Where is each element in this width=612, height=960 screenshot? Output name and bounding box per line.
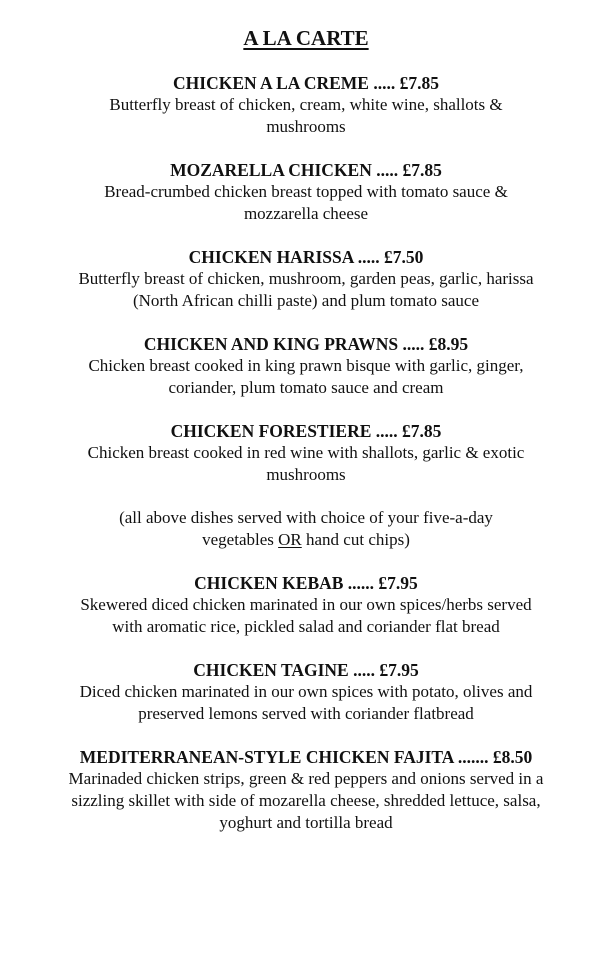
menu-item-description: Chicken breast cooked in king prawn bisque with garlic, ginger, coriander, plum tomato sauce and cream (88, 356, 524, 397)
note-text-before: (all above dishes served with choice of your five-a-day vegetables (119, 508, 493, 549)
menu-item-description: Butterfly breast of chicken, mushroom, garden peas, garlic, harissa (North African chilli paste) and plum tomato sauce (78, 269, 534, 310)
side-dish-note (0, 507, 612, 551)
menu-item (0, 659, 612, 725)
menu-item (0, 333, 612, 399)
menu-title: A LA CARTE (243, 26, 369, 50)
menu-item (0, 420, 612, 486)
menu-item-description: Marinaded chicken strips, green & red peppers and onions served in a sizzling skillet with side of mozarella cheese, shredded lettuce, salsa, yoghurt and tortilla bread (68, 769, 544, 832)
menu-item (0, 746, 612, 834)
menu-item (0, 159, 612, 225)
menu-item (0, 572, 612, 638)
menu-item (0, 246, 612, 312)
note-or-emphasis: OR (278, 530, 302, 549)
menu-item-name: MEDITERRANEAN-STYLE CHICKEN FAJITA ....... £8.50 (79, 747, 533, 767)
menu-item-description: Chicken breast cooked in red wine with shallots, garlic & exotic mushrooms (87, 443, 525, 484)
menu-item-name: CHICKEN HARISSA ..... £7.50 (188, 247, 424, 267)
menu-item-name: CHICKEN KEBAB ...... £7.95 (194, 573, 418, 593)
menu-item-description: Bread-crumbed chicken breast topped with tomato sauce & mozzarella cheese (104, 182, 508, 223)
menu-item (0, 72, 612, 138)
menu-item-name: MOZARELLA CHICKEN ..... £7.85 (170, 160, 442, 180)
menu-item-name: CHICKEN A LA CREME ..... £7.85 (173, 73, 439, 93)
menu-item-name: CHICKEN TAGINE ..... £7.95 (193, 660, 419, 680)
menu-item-description: Skewered diced chicken marinated in our own spices/herbs served with aromatic rice, pickled salad and coriander flat bread (80, 595, 532, 636)
menu-item-description: Butterfly breast of chicken, cream, white wine, shallots & mushrooms (109, 95, 503, 136)
menu-item-name: CHICKEN AND KING PRAWNS ..... £8.95 (143, 334, 469, 354)
note-text-after: hand cut chips) (301, 530, 410, 549)
menu-item-name: CHICKEN FORESTIERE ..... £7.85 (170, 421, 442, 441)
menu-item-description: Diced chicken marinated in our own spices with potato, olives and preserved lemons served with coriander flatbread (79, 682, 533, 723)
